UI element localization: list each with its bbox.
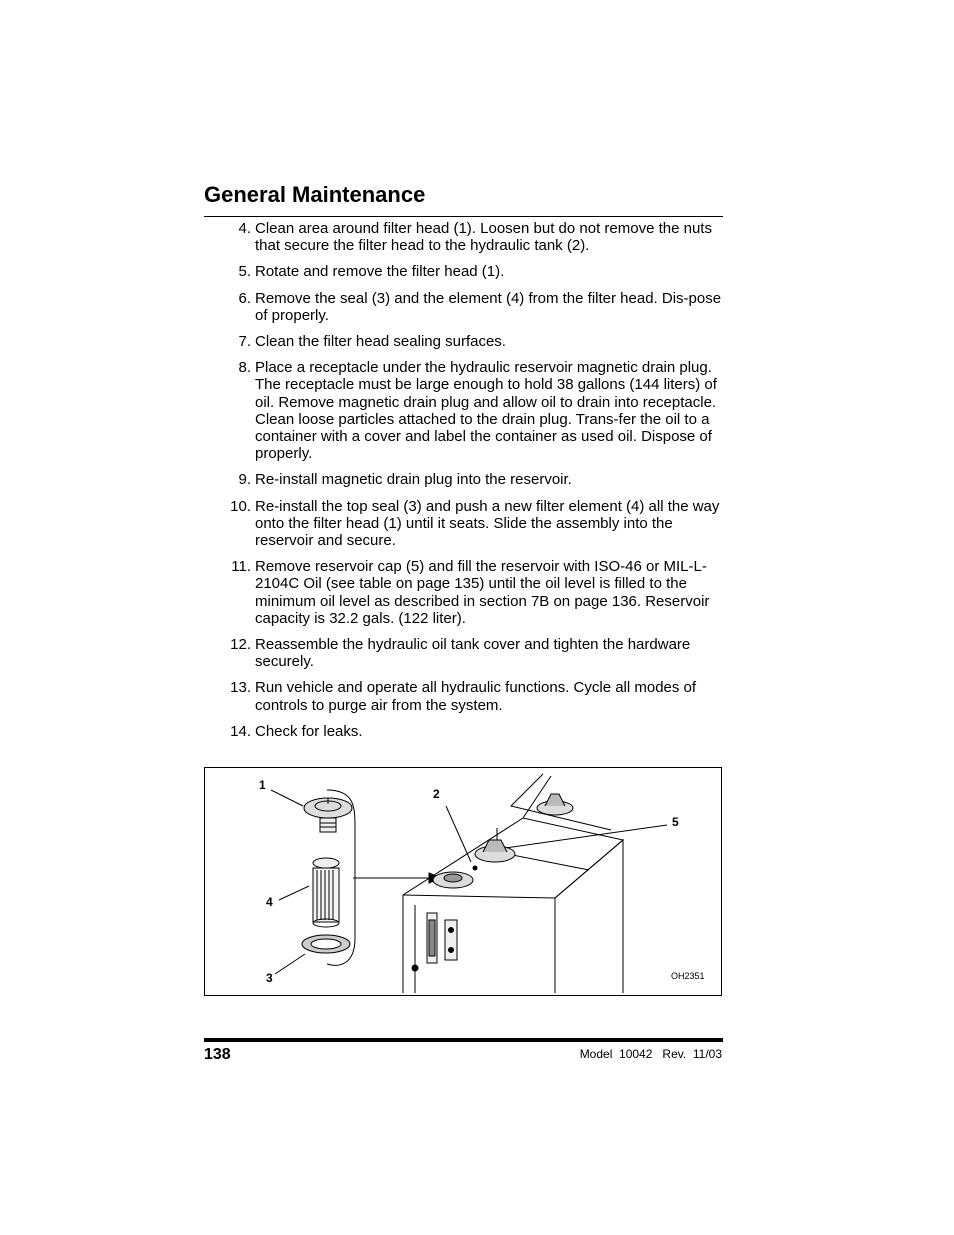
list-item bbox=[204, 263, 723, 280]
step-text: Clean the filter head sealing surfaces. bbox=[255, 333, 506, 351]
section-title: General Maintenance bbox=[204, 182, 426, 207]
page-number: 138 bbox=[204, 1046, 231, 1063]
step-number: 4. bbox=[238, 220, 251, 237]
model-revision: Model 10042 Rev. 11/03 bbox=[579, 1047, 722, 1061]
list-item bbox=[204, 359, 723, 462]
step-text: Rotate and remove the filter head (1). bbox=[255, 263, 505, 281]
procedure-steps bbox=[204, 220, 723, 749]
step-text: Re-install magnetic drain plug into the reservoir. bbox=[255, 471, 572, 489]
step-number: 7. bbox=[238, 333, 251, 351]
step-number: 8. bbox=[238, 359, 251, 377]
step-text: Clean area around filter head (1). Loosen but do not remove the nuts that secure the filter head to the hydraulic tank (2). bbox=[255, 220, 712, 255]
step-number: 6. bbox=[238, 289, 251, 307]
step-number: 10. bbox=[230, 497, 251, 515]
step-text: Re-install the top seal (3) and push a new filter element (4) all the way onto the filter head (1) until it seats. Slide the assembly into the reservoir and secure. bbox=[255, 497, 720, 550]
footer-divider bbox=[204, 1038, 723, 1042]
list-item bbox=[204, 679, 723, 713]
title-divider bbox=[204, 216, 723, 217]
list-item bbox=[204, 558, 723, 627]
list-item bbox=[204, 471, 723, 488]
list-item bbox=[204, 636, 723, 670]
callout-3: 3 bbox=[266, 971, 273, 985]
step-number: 12. bbox=[230, 636, 251, 654]
list-item bbox=[204, 333, 723, 350]
step-number: 11. bbox=[231, 558, 251, 576]
step-text: Check for leaks. bbox=[255, 722, 363, 740]
step-number: 9. bbox=[238, 471, 251, 489]
list-item bbox=[204, 498, 723, 550]
callout-5: 5 bbox=[672, 815, 679, 829]
step-text: Reassemble the hydraulic oil tank cover and tighten the hardware securely. bbox=[255, 636, 691, 671]
step-number: 13. bbox=[230, 679, 251, 697]
step-text: Place a receptacle under the hydraulic reservoir magnetic drain plug. The receptacle must be large enough to hold 38 gallons (144 liters) of oil. Remove magnetic drain plug and allow oil to drain into receptacle. Clean loose particles attached to the drain plug. Trans-fer the oil to a container with a cover and label the container as used oil. Dispose of properly. bbox=[255, 359, 717, 463]
step-text: Remove the seal (3) and the element (4) from the filter head. Dis-pose of properly. bbox=[255, 289, 722, 324]
callout-2: 2 bbox=[433, 787, 440, 801]
list-item bbox=[204, 723, 723, 740]
step-text: Run vehicle and operate all hydraulic functions. Cycle all modes of controls to purge air from the system. bbox=[255, 679, 697, 714]
step-number: 5. bbox=[238, 263, 251, 281]
figure-id: OH2351 bbox=[671, 971, 705, 981]
callout-4: 4 bbox=[266, 895, 273, 909]
step-number: 14. bbox=[230, 722, 251, 740]
callout-1: 1 bbox=[259, 778, 266, 792]
filter-diagram-illustration bbox=[205, 768, 722, 996]
list-item bbox=[204, 290, 723, 324]
filter-diagram bbox=[204, 767, 722, 996]
step-text: Remove reservoir cap (5) and fill the reservoir with ISO-46 or MIL-L-2104C Oil (see table on page 135) until the oil level is filled to the minimum oil level as described in section 7B on page 136. Reservoir capacity is 32.2 gals. (122 liter). bbox=[255, 558, 710, 627]
list-item bbox=[204, 220, 723, 254]
